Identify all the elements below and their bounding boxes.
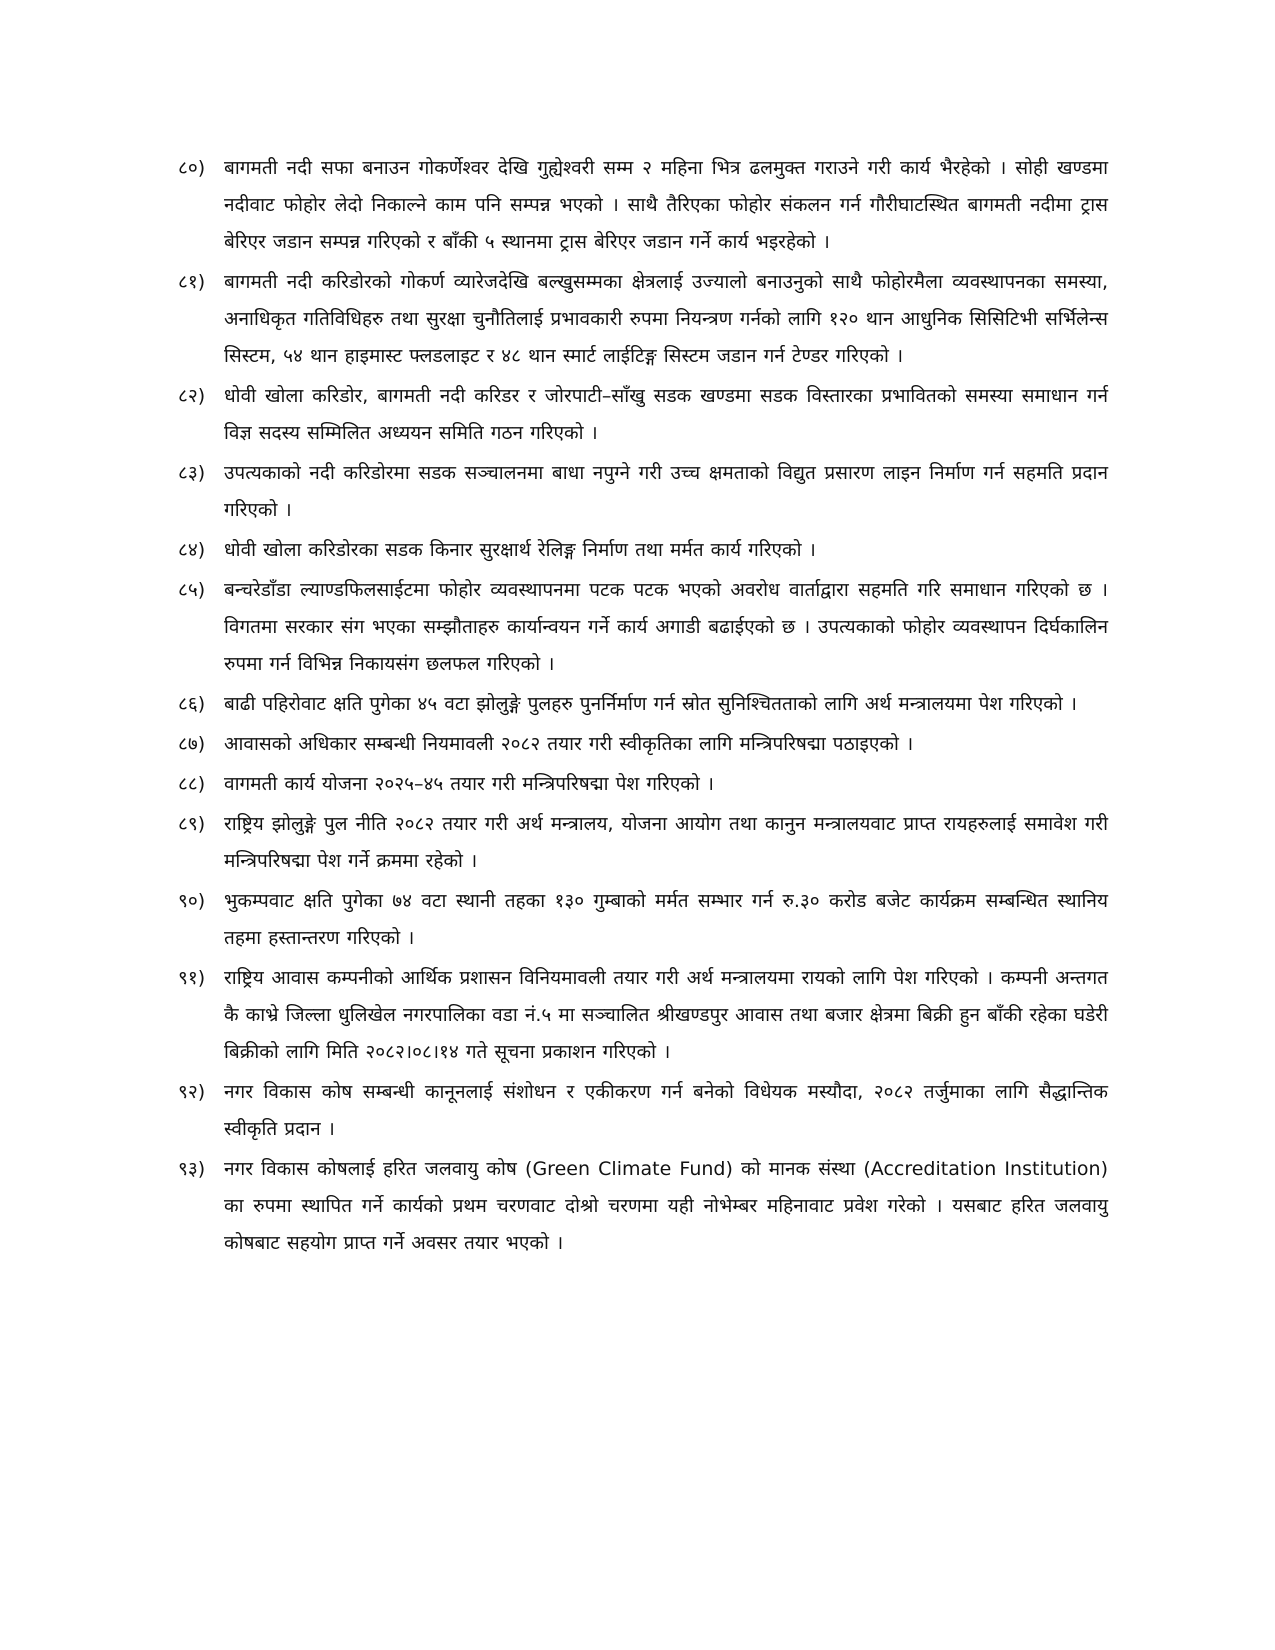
list-item-93: [178, 1151, 1108, 1262]
item-text: राष्ट्रिय झोलुङ्गे पुल नीति २०८२ तयार गरी अर्थ मन्त्रालय, योजना आयोग तथा कानुन मन्त्रालयवाट प्राप्त रायहरुलाई समावेश गरी मन्त्रिपरिषद्मा पेश गर्ने क्रममा रहेको ।: [224, 813, 1108, 872]
item-number: ८९): [178, 813, 206, 835]
item-number: ९२): [178, 1081, 206, 1103]
item-number: ८७): [178, 733, 206, 755]
list-item-81: [178, 264, 1108, 375]
list-item-80: [178, 150, 1108, 261]
item-text: बागमती नदी सफा बनाउन गोकर्णेश्वर देखि गुह्येश्वरी सम्म २ महिना भित्र ढलमुक्त गराउने गरी कार्य भैरहेको । सोही खण्डमा नदीवाट फोहोर लेदो निकाल्ने काम पनि सम्पन्न भएको । साथै तैरिएका फोहोर संकलन गर्न गौरीघाटस्थित बागमती नदीमा ट्रास बेरिएर जडान सम्पन्न गरिएको र बाँकी ५ स्थानमा ट्रास बेरिएर जडान गर्ने कार्य भइरहेको ।: [224, 157, 1108, 253]
item-number: ९१): [178, 967, 206, 989]
item-text: नगर विकास कोषलाई हरित जलवायु कोष (Green Climate Fund) को मानक संस्था (Accreditation Institution) का रुपमा स्थापित गर्ने कार्यको प्रथम चरणवाट दोश्रो चरणमा यही नोभेम्बर महिनावाट प्रवेश गरेको । यसबाट हरित जलवायु कोषबाट सहयोग प्राप्त गर्नेे अवसर तयार भएको ।: [224, 1158, 1108, 1254]
item-number: ८२): [178, 385, 206, 407]
list-item-92: [178, 1074, 1108, 1148]
item-number: ९०): [178, 890, 206, 912]
list-item-88: [178, 766, 1108, 803]
list-item-83: [178, 455, 1108, 529]
list-item-82: [178, 378, 1108, 452]
item-number: ८३): [178, 462, 206, 484]
item-text: उपत्यकाको नदी करिडोरमा सडक सञ्चालनमा बाधा नपुग्ने गरी उच्च क्षमताको विद्युत प्रसारण लाइन निर्माण गर्न सहमति प्रदान गरिएको ।: [224, 462, 1108, 521]
item-text: आवासको अधिकार सम्बन्धी नियमावली २०८२ तयार गरी स्वीकृतिका लागि मन्त्रिपरिषद्मा पठाइएको ।: [224, 733, 914, 755]
numbered-list: [178, 150, 1108, 1265]
item-text: नगर विकास कोष सम्बन्धी कानूनलाई संशोधन र एकीकरण गर्न बनेको विधेयक मस्यौदा, २०८२ तर्जुमाका लागि सैद्धान्तिक स्वीकृति प्रदान ।: [224, 1081, 1108, 1140]
item-text: बन्चरेडाँडा ल्याण्डफिलसाईटमा फोहोर व्यवस्थापनमा पटक पटक भएको अवरोध वार्ताद्वारा सहमति गरि समाधान गरिएको छ । विगतमा सरकार संग भएका सम्झौताहरु कार्यान्वयन गर्ने कार्य अगाडी बढाईएको छ । उपत्यकाको फोहोर व्यवस्थापन दिर्घकालिन रुपमा गर्न विभिन्न निकायसंग छलफल गरिएको ।: [224, 579, 1108, 675]
list-item-86: [178, 686, 1108, 723]
item-text: राष्ट्रिय आवास कम्पनीको आर्थिक प्रशासन विनियमावली तयार गरी अर्थ मन्त्रालयमा रायको लागि पेश गरिएको । कम्पनी अन्तगत कै काभ्रे जिल्ला धुलिखेल नगरपालिका वडा नं.५ मा सञ्चालित श्रीखण्डपुर आवास तथा बजार क्षेत्रमा बिक्री हुन बाँकी रहेका घडेरी बिक्रीको लागि मिति २०८२।०८।१४ गते सूचना प्रकाशन गरिएको ।: [224, 967, 1108, 1063]
list-item-90: [178, 883, 1108, 957]
item-text: बाढी पहिरोवाट क्षति पुगेका ४५ वटा झोलुङ्गे पुलहरु पुनर्निर्माण गर्न स्रोत सुनिश्चितताको लागि अर्थ मन्त्रालयमा पेश गरिएको ।: [224, 693, 1077, 715]
item-text: वागमती कार्य योजना २०२५–४५ तयार गरी मन्त्रिपरिषद्मा पेश गरिएको ।: [224, 773, 714, 795]
item-text: भुकम्पवाट क्षति पुगेका ७४ वटा स्थानी तहका १३० गुम्बाको मर्मत सम्भार गर्न रु.३० करोड बजेट कार्यक्रम सम्बन्धित स्थानिय तहमा हस्तान्तरण गरिएको ।: [224, 890, 1108, 949]
item-text: धोवी खोला करिडोरका सडक किनार सुरक्षार्थ रेलिङ्ग निर्माण तथा मर्मत कार्य गरिएको ।: [224, 539, 816, 561]
list-item-91: [178, 960, 1108, 1071]
list-item-89: [178, 806, 1108, 880]
item-number: ८६): [178, 693, 206, 715]
item-number: ९३): [178, 1158, 206, 1180]
item-text: धोवी खोला करिडोर, बागमती नदी करिडर र जोरपाटी–साँखु सडक खण्डमा सडक विस्तारका प्रभावितको समस्या समाधान गर्न विज्ञ सदस्य सम्मिलित अध्ययन समिति गठन गरिएको ।: [224, 385, 1108, 444]
list-item-84: [178, 532, 1108, 569]
list-item-87: [178, 726, 1108, 763]
item-number: ८१): [178, 271, 206, 293]
item-text: बागमती नदी करिडोरको गोकर्ण व्यारेजदेखि बल्खुसम्मका क्षेत्रलाई उज्यालो बनाउनुको साथै फोहोरमैला व्यवस्थापनका समस्या, अनाधिकृत गतिविधिहरु तथा सुरक्षा चुनौतिलाई प्रभावकारी रुपमा नियन्त्रण गर्नको लागि १२० थान आधुनिक सिसिटिभी सर्भिलेन्स सिस्टम, ५४ थान हाइमास्ट फ्लडलाइट र ४८ थान स्मार्ट लाईटिङ्ग सिस्टम जडान गर्न टेण्डर गरिएको ।: [224, 271, 1108, 367]
item-number: ८८): [178, 773, 206, 795]
item-number: ८४): [178, 539, 206, 561]
list-item-85: [178, 572, 1108, 683]
item-number: ८०): [178, 157, 206, 179]
item-number: ८५): [178, 579, 206, 601]
